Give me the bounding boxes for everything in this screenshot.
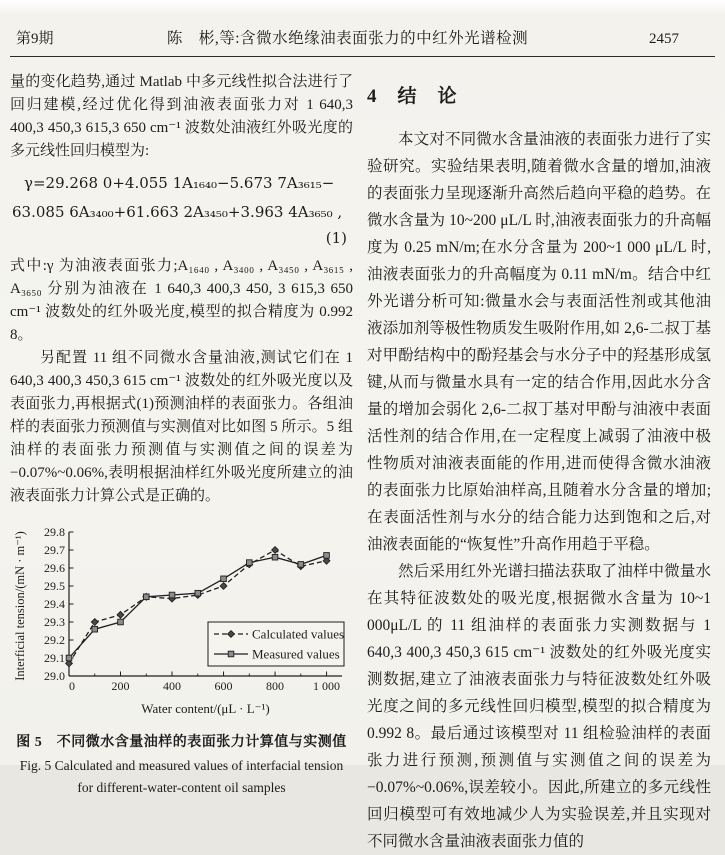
data-point-measured	[143, 594, 149, 600]
x-tick-label: 400	[163, 679, 182, 693]
legend-label-measured: Measured values	[252, 646, 340, 662]
paragraph-validation: 另配置 11 组不同微水含量油液,测试它们在 1 640,3 400,3 450,3 615 cm⁻¹ 波数处的红外吸光度以及表面张力,再根据式(1)预测油样的表面张力。各组油样的表面张力预测值与实测值对比如图 5 所示。5 组油样的表面张力预测值与实测值之间的误差为−0.07%~0.06%,表明根据油样红外吸光度所建立的油液表面张力计算公式是正确的。	[10, 350, 353, 504]
x-axis-label: Water content/(μL · L⁻¹)	[141, 701, 270, 716]
y-tick-label: 29.3	[44, 615, 65, 629]
data-point-calculated	[272, 547, 279, 554]
conclusion-paragraph-2: 然后采用红外光谱扫描法获取了油样中微量水在其特征波数处的吸光度,根据微水含量为 10~1 000μL/L 的 11 组油样的表面张力实测数据与 1 640,3 400,3 450,3 615 cm⁻¹ 波数处的红外吸光度实测数据,建立了油液表面张力与特征波数处红外吸光度之间的多元线性回归模型,模型的拟合精度为 0.992 8。最后通过该模型对 11 组检验油样的表面张力进行预测,预测值与实测值之间的误差为−0.07%~0.06%,误差较小。因此,所建立的多元线性回归模型可有效地减少人为实验误差,并且实现对不同微水含量油液表面张力值的	[367, 563, 711, 850]
right-column	[367, 71, 711, 855]
paragraph-model-intro: 量的变化趋势,通过 Matlab 中多元线性拟合法进行了回归建模,经过优化得到油液表面张力对 1 640,3 400,3 450,3 615,3 650 cm⁻¹ 波数处油液红外吸光度的多元线性回归模型为:	[10, 74, 353, 159]
data-point-calculated	[91, 619, 98, 626]
figure-5	[10, 522, 353, 796]
data-point-calculated	[220, 583, 227, 590]
figure5-svg	[12, 522, 352, 718]
figure5-caption-zh: 图 5 不同微水含量油样的表面张力计算值与实测值	[16, 735, 347, 750]
paragraph-variable-definition: 式中:γ 为油液表面张力;A₁₆₄₀ , A₃₄₀₀ , A₃₄₅₀ , A₃₆₁₅ , A₃₆₅₀ 分别为油液在 1 640,3 400,3 450, 3 615,3 650 cm⁻¹ 波数处的红外吸光度,模型的拟合精度为 0.992 8。	[10, 258, 353, 343]
data-point-measured	[298, 562, 304, 568]
x-tick-label: 1 000	[313, 679, 341, 693]
issue-number: 第9期	[16, 31, 54, 47]
equation-1	[10, 169, 353, 249]
equation-number: (1)	[325, 229, 347, 247]
left-column	[10, 71, 353, 855]
y-tick-label: 29.2	[44, 633, 65, 647]
figure5-caption-en-line2: for different-water-content oil samples	[77, 780, 286, 795]
data-point-measured	[324, 553, 330, 559]
data-point-measured	[272, 554, 278, 560]
y-tick-label: 29.4	[44, 597, 65, 611]
section-heading-conclusion: 4 结 论	[367, 86, 458, 107]
data-point-measured	[169, 592, 175, 598]
y-tick-label: 29.1	[44, 651, 65, 665]
running-title: 陈 彬,等:含微水绝缘油表面张力的中红外光谱检测	[166, 30, 529, 47]
page-number: 2457	[649, 31, 679, 47]
data-point-measured	[221, 576, 227, 582]
data-point-measured	[246, 560, 252, 566]
data-point-calculated	[117, 611, 124, 618]
x-tick-label: 600	[214, 679, 233, 693]
data-point-measured	[92, 626, 98, 632]
equation-line-1: γ=29.268 0+4.055 1A₁₆₄₀−5.673 7A₃₆₁₅−	[24, 174, 335, 192]
x-tick-label: 200	[111, 679, 130, 693]
data-point-measured	[66, 655, 72, 661]
figure5-line-chart	[12, 522, 353, 723]
y-tick-label: 29.6	[44, 561, 65, 575]
data-point-measured	[118, 619, 124, 625]
y-tick-label: 29.8	[44, 525, 65, 539]
conclusion-paragraph-1: 本文对不同微水含量油液的表面张力进行了实验研究。实验结果表明,随着微水含量的增加,油液的表面张力呈现逐渐升高然后趋向平稳的趋势。在微水含量为 10~200 μL/L 时,油液表面张力的升高幅度为 0.25 mN/m;在水分含量为 200~1 000 μL/L 时,油液表面张力的升高幅度为 0.11 mN/m。结合中红外光谱分析可知:微量水会与表面活性剂或其他油液添加剂等极性物质发生吸附作用,如 2,6-二叔丁基对甲酚结构中的酚羟基会与水分子中的羟基形成氢键,从而与微量水具有一定的结合作用,因此水分含量的增加会弱化 2,6-二叔丁基对甲酚与油液中表面活性剂的结合作用,在一定程度上减弱了油液中极性物质对油液表面能的作用,进而使得含微水油液的表面张力比原始油样高,且随着水分含量的增加;在表面活性剂与水分的结合能力达到饱和之后,对油液表面能的“恢复性”升高作用趋于平稳。	[367, 131, 711, 553]
y-axis-label: Interficial tension/(mN · m⁻¹)	[13, 531, 27, 681]
x-tick-label: 0	[69, 679, 75, 693]
y-tick-label: 29.0	[44, 669, 65, 683]
legend-marker-measured	[228, 651, 234, 657]
y-tick-label: 29.5	[44, 579, 65, 593]
page-header	[10, 26, 715, 57]
data-point-measured	[195, 590, 201, 596]
y-tick-label: 29.7	[44, 543, 65, 557]
legend-label-calculated: Calculated values	[252, 626, 345, 642]
figure5-caption-en: Fig. 5 Calculated and measured values of interfacial tension	[19, 758, 344, 773]
x-tick-label: 800	[266, 679, 285, 693]
two-column-layout	[10, 71, 715, 855]
equation-line-2: 63.085 6A₃₄₀₀+61.663 2A₃₄₅₀+3.963 4A₃₆₅₀ ,	[12, 203, 343, 221]
figure5-caption	[10, 731, 353, 796]
